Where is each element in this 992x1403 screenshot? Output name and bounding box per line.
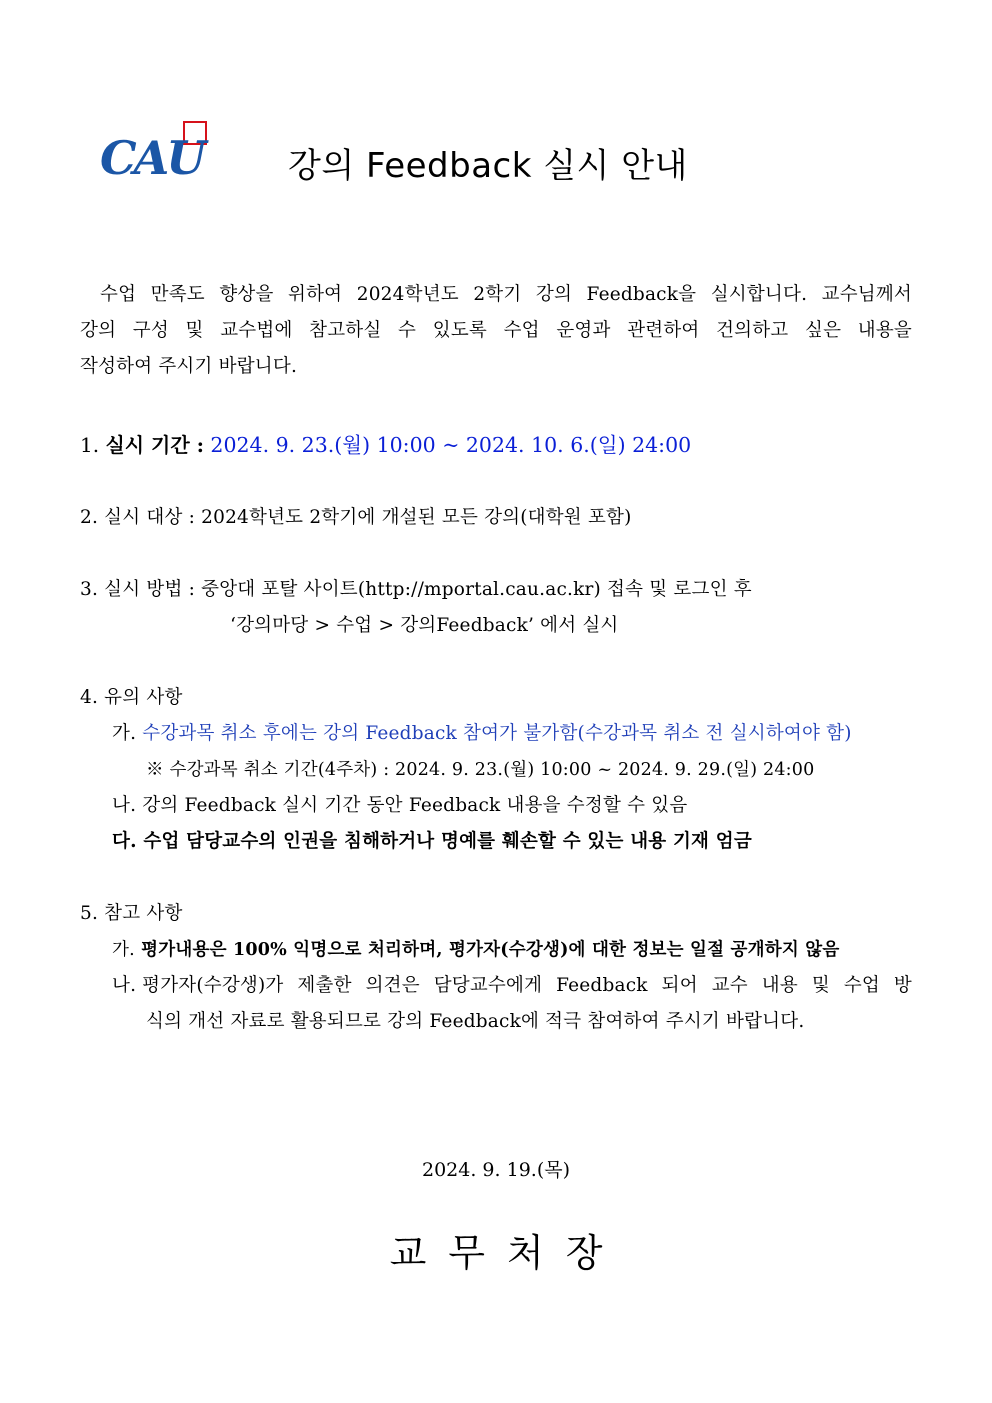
list-marker: 가. (112, 940, 135, 960)
item-number: 5. (80, 903, 99, 924)
intro-line: 수업 만족도 향상을 위하여 2024학년도 2학기 강의 Feedback을 실시합니다. 교수님께서 (100, 284, 912, 305)
document-date: 2024. 9. 19.(목) (422, 1159, 570, 1181)
notes-c (112, 829, 752, 855)
item-label: 참고 사항 (104, 903, 183, 924)
notes-a (112, 721, 912, 747)
intro-line: 강의 구성 및 교수법에 참고하실 수 있도록 수업 운영과 관련하여 건의하고 싶은 내용을 (80, 320, 912, 341)
method-line: ‘강의마당 > 수업 > 강의Feedback’ 에서 실시 (230, 615, 619, 636)
intro-paragraph (80, 282, 912, 390)
target-value: 2024학년도 2학기에 개설된 모든 강의(대학원 포함) (201, 507, 632, 528)
notes-b (112, 793, 687, 819)
list-marker: 나. (112, 975, 137, 996)
item-number: 2. (80, 507, 99, 528)
item-number: 1. (80, 433, 100, 457)
item-label: 실시 대상 : (104, 507, 196, 528)
list-marker: 가. (112, 723, 137, 744)
item-number: 4. (80, 687, 99, 708)
notes-b-text: 강의 Feedback 실시 기간 동안 Feedback 내용을 수정할 수 있음 (142, 795, 688, 816)
item-refs (80, 901, 183, 927)
page-title: 강의 Feedback 실시 안내 (288, 146, 688, 186)
cau-logo (96, 118, 216, 188)
issuer-signature: 교무처장 (389, 1231, 625, 1275)
refs-a (112, 937, 839, 963)
period-value: 2024. 9. 23.(월) 10:00 ~ 2024. 10. 6.(일) 24:00 (210, 433, 692, 457)
item-label: 실시 방법 : (104, 579, 196, 600)
notes-a-sub: ※ 수강과목 취소 기간(4주차) : 2024. 9. 23.(월) 10:00 ~ 2024. 9. 29.(일) 24:00 (146, 760, 815, 780)
item-target (80, 505, 632, 531)
refs-b (112, 973, 912, 999)
item-notes (80, 685, 183, 711)
notes-a-text: 수강과목 취소 후에는 강의 Feedback 참여가 불가함(수강과목 취소 전 실시하여야 함) (142, 723, 852, 744)
intro-line: 작성하여 주시기 바랍니다. (80, 356, 298, 377)
refs-b-line: 평가자(수강생)가 제출한 의견은 담당교수에게 Feedback 되어 교수 내용 및 수업 방 (142, 975, 912, 996)
item-period (80, 428, 691, 458)
refs-b-line: 식의 개선 자료로 활용되므로 강의 Feedback에 적극 참여하여 주시기 바랍니다. (146, 1011, 805, 1032)
item-number: 3. (80, 579, 99, 600)
refs-a-text: 평가내용은 100% 익명으로 처리하며, 평가자(수강생)에 대한 정보는 일절 공개하지 않음 (141, 940, 840, 960)
item-label: 유의 사항 (104, 687, 183, 708)
item-label: 실시 기간 : (105, 433, 205, 457)
method-line: 중앙대 포탈 사이트(http://mportal.cau.ac.kr) 접속 및 로그인 후 (201, 579, 752, 600)
list-marker: 다. (112, 831, 137, 852)
notes-c-text: 수업 담당교수의 인권을 침해하거나 명예를 훼손할 수 있는 내용 기재 엄금 (143, 831, 752, 852)
list-marker: 나. (112, 795, 137, 816)
item-method (80, 577, 752, 603)
logo-text: CAU (100, 131, 204, 185)
